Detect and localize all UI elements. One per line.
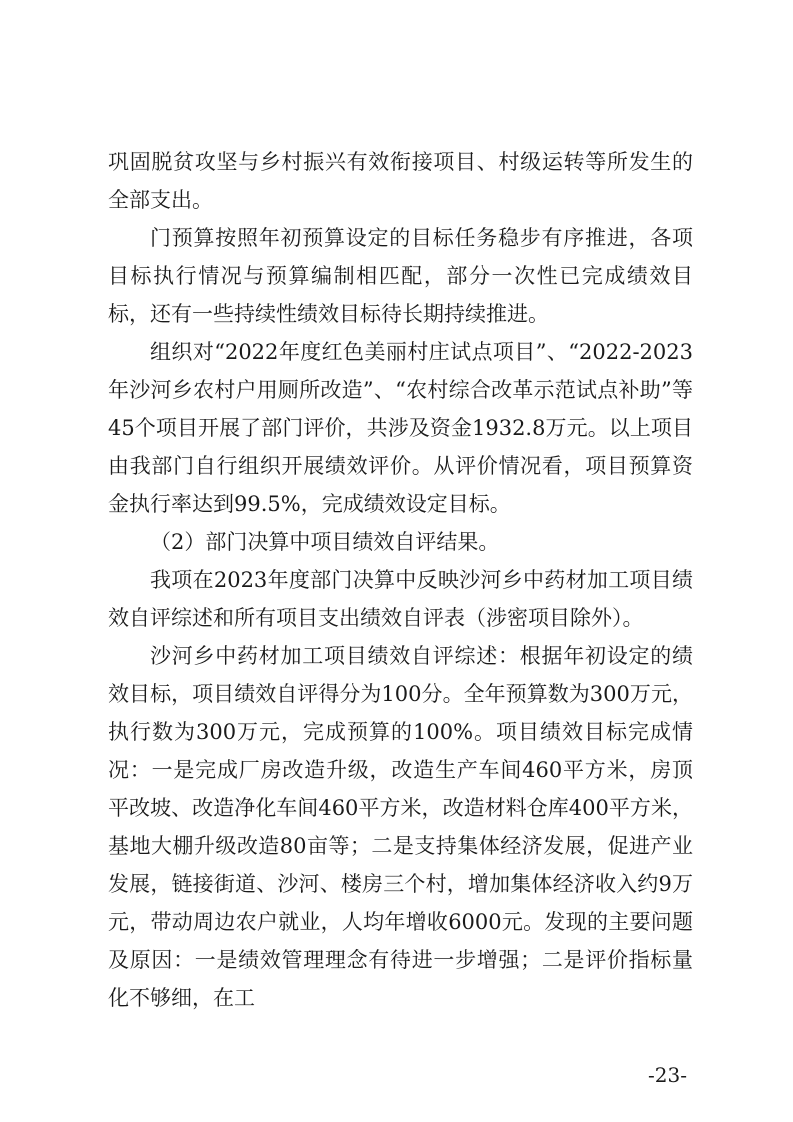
- paragraph-evaluation: 组织对“2022年度红色美丽村庄试点项目”、“2022-2023年沙河乡农村户用厕所改造”、“农村综合改革示范试点补助”等45个项目开展了部门评价，共涉及资金1932.8万元。以上项目由我部门自行组织开展绩效评价。从评价情况看，项目预算资金执行率达到99.5%，完成绩效设定目标。: [108, 340, 693, 516]
- paragraph-budget-progress: 门预算按照年初预算设定的目标任务稳步有序推进，各项目标执行情况与预算编制相匹配，部分一次性已完成绩效目标，还有一些持续性绩效目标待长期持续推进。: [108, 226, 693, 326]
- paragraph-final-accounts: 我项在2023年度部门决算中反映沙河乡中药材加工项目绩效自评综述和所有项目支出绩效自评表（涉密项目除外）。: [108, 568, 693, 630]
- paragraph-self-evaluation-summary: 沙河乡中药材加工项目绩效自评综述：根据年初设定的绩效目标，项目绩效自评得分为100分。全年预算数为300万元，执行数为300万元，完成预算的100%。项目绩效目标完成情况：一是完成厂房改造升级，改造生产车间460平方米，房顶平改坡、改造净化车间460平方米，改造材料仓库400平方米，基地大棚升级改造80亩等；二是支持集体经济发展，促进产业发展，链接街道、沙河、楼房三个村，增加集体经济收入约9万元，带动周边农户就业，人均年增收6000元。发现的主要问题及原因：一是绩效管理理念有待进一步增强；二是评价指标量化不够细，在工: [108, 644, 693, 1010]
- section-heading: （2）部门决算中项目绩效自评结果。: [150, 530, 500, 554]
- document-body: [108, 143, 693, 1017]
- paragraph-continuation: 巩固脱贫攻坚与乡村振兴有效衔接项目、村级运转等所发生的全部支出。: [108, 150, 693, 212]
- page-number: -23-: [648, 1063, 687, 1087]
